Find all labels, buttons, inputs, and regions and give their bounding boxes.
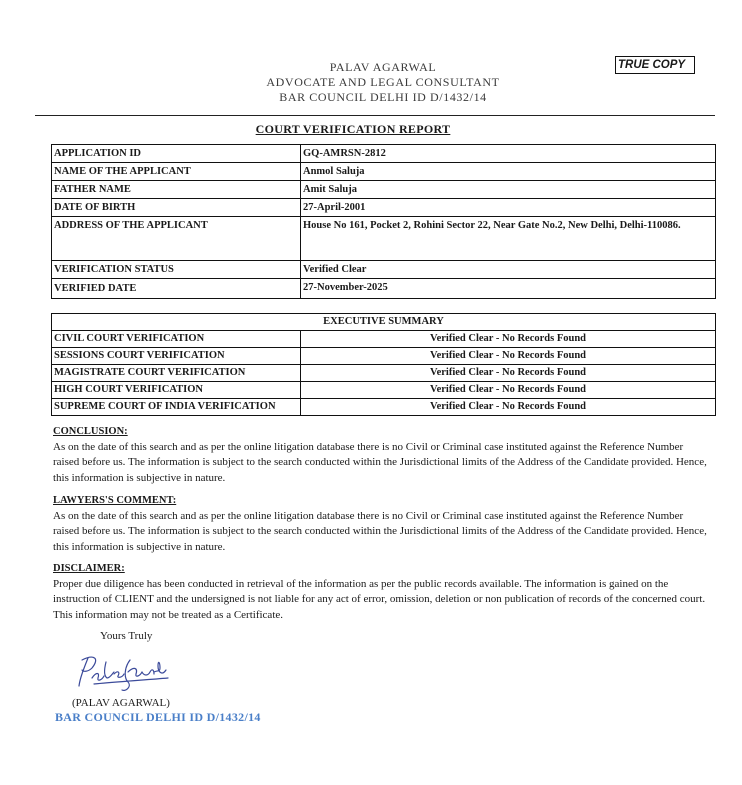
report-title: COURT VERIFICATION REPORT (255, 122, 451, 136)
disclaimer-heading: DISCLAIMER: (53, 563, 125, 574)
true-copy-stamp: TRUE COPY (615, 56, 695, 74)
signature-image (74, 648, 174, 696)
lawyers-comment-heading: LAWYERS'S COMMENT: (53, 495, 177, 506)
executive-summary-table (51, 313, 716, 416)
summary-label: CIVIL COURT VERIFICATION (52, 331, 301, 348)
summary-value: Verified Clear - No Records Found (301, 399, 716, 416)
advocate-role: ADVOCATE AND LEGAL CONSULTANT (266, 75, 500, 89)
summary-label: HIGH COURT VERIFICATION (52, 382, 301, 399)
disclaimer-section (53, 561, 708, 623)
table-row (52, 217, 716, 261)
detail-value: Verified Clear (301, 261, 716, 279)
table-row (52, 279, 716, 299)
conclusion-heading: CONCLUSION: (53, 426, 128, 437)
detail-label: APPLICATION ID (52, 145, 301, 163)
table-row (52, 314, 716, 331)
applicant-details-table (51, 144, 716, 299)
lawyers-comment-body: As on the date of this search and as per the online litigation database there is no Civil or Criminal case instituted against the Reference Number raised before us. The information is subject to the search conducted within the Jurisdictional limits of the Address of the Candidate provided. Hence, this information is subjective in nature. (53, 509, 707, 553)
table-row (52, 331, 716, 348)
table-row (52, 163, 716, 181)
detail-label: NAME OF THE APPLICANT (52, 163, 301, 181)
detail-value: GQ-AMRSN-2812 (301, 145, 716, 163)
detail-label: ADDRESS OF THE APPLICANT (52, 217, 301, 261)
advocate-bar-id: BAR COUNCIL DELHI ID D/1432/14 (279, 90, 487, 104)
table-row (52, 181, 716, 199)
summary-title: EXECUTIVE SUMMARY (52, 314, 716, 331)
detail-label: DATE OF BIRTH (52, 199, 301, 217)
table-row (52, 261, 716, 279)
conclusion-body: As on the date of this search and as per the online litigation database there is no Civil or Criminal case instituted against the Reference Number raised before us. The information is subject to the search conducted within the Jurisdictional limits of the Address of the Candidate provided. Hence, this information is subjective in nature. (53, 440, 707, 484)
table-row (52, 399, 716, 416)
detail-label: FATHER NAME (52, 181, 301, 199)
summary-value: Verified Clear - No Records Found (301, 331, 716, 348)
header-divider (35, 115, 715, 116)
table-row (52, 348, 716, 365)
detail-label: VERIFIED DATE (52, 279, 301, 299)
summary-label: SESSIONS COURT VERIFICATION (52, 348, 301, 365)
table-row (52, 382, 716, 399)
conclusion-section (53, 424, 708, 486)
detail-value: House No 161, Pocket 2, Rohini Sector 22, Near Gate No.2, New Delhi, Delhi-110086. (301, 217, 716, 261)
summary-label: MAGISTRATE COURT VERIFICATION (52, 365, 301, 382)
signatory-bar-id: BAR COUNCIL DELHI ID D/1432/14 (55, 710, 261, 724)
disclaimer-body: Proper due diligence has been conducted in retrieval of the information as per the public records available. The information is gained on the instruction of CLIENT and the undersigned is not liable for any act of error, omission, deletion or non publication of records of the concerned court. This information may not be treated as a Certificate. (53, 577, 706, 621)
signatory-name: (PALAV AGARWAL) (72, 697, 170, 709)
summary-value: Verified Clear - No Records Found (301, 382, 716, 399)
detail-value: Anmol Saluja (301, 163, 716, 181)
table-row (52, 145, 716, 163)
detail-label: VERIFICATION STATUS (52, 261, 301, 279)
lawyers-comment-section (53, 493, 708, 555)
table-row (52, 199, 716, 217)
summary-value: Verified Clear - No Records Found (301, 365, 716, 382)
advocate-name: PALAV AGARWAL (329, 60, 437, 74)
table-row (52, 365, 716, 382)
detail-value: Amit Saluja (301, 181, 716, 199)
detail-value: 27-April-2001 (301, 199, 716, 217)
closing-salutation: Yours Truly (100, 630, 153, 642)
summary-value: Verified Clear - No Records Found (301, 348, 716, 365)
detail-value: 27-November-2025 (301, 279, 716, 299)
summary-label: SUPREME COURT OF INDIA VERIFICATION (52, 399, 301, 416)
